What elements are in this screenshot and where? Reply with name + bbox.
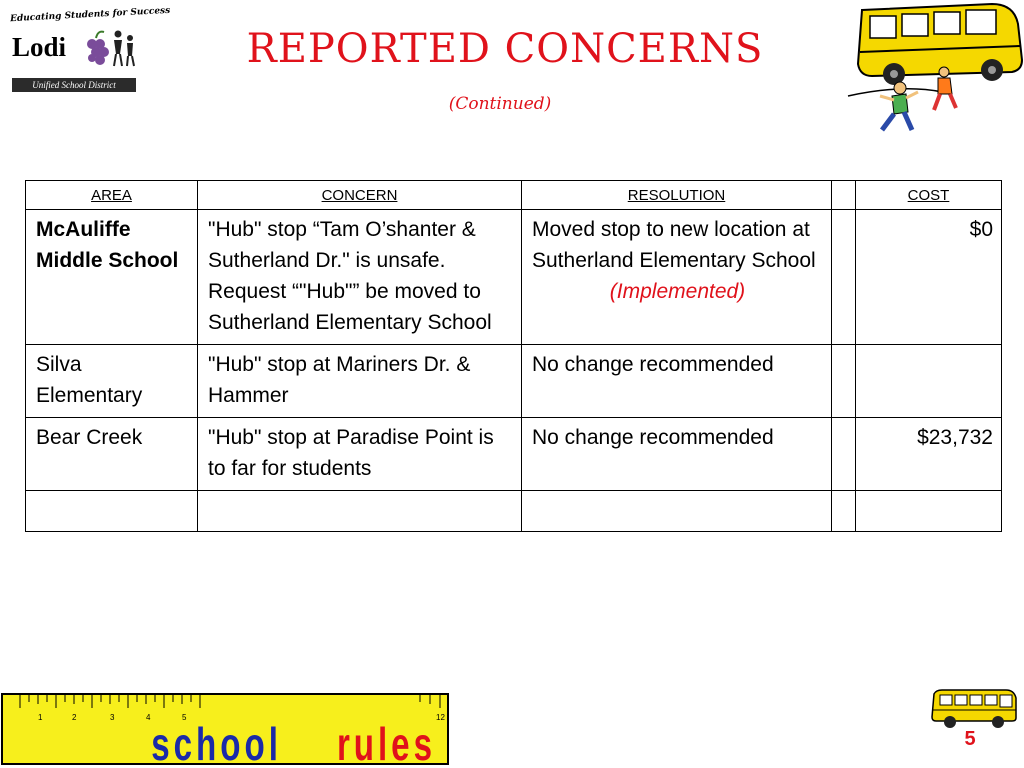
extra-cell [832, 210, 856, 345]
page-title: REPORTED CONCERNS [246, 26, 764, 72]
concern-cell: "Hub" stop at Mariners Dr. & Hammer [198, 345, 522, 418]
cost-cell [856, 491, 1002, 532]
banner-word-school: school [151, 719, 278, 768]
column-header-cost: COST [856, 181, 1002, 210]
concern-cell: "Hub" stop at Paradise Point is to far for students [198, 418, 522, 491]
extra-cell [832, 345, 856, 418]
table-row [26, 418, 1002, 491]
ruler-number: 5 [182, 713, 187, 722]
cost-cell: $0 [856, 210, 1002, 345]
grapes-people-icon [78, 22, 138, 78]
column-header-area: AREA [26, 181, 198, 210]
resolution-cell: No change recommended [522, 418, 832, 491]
concern-cell: "Hub" stop “Tam O’shanter & Sutherland Dr." is unsafe. Request “"Hub"” be moved to Sutherland Elementary School [198, 210, 522, 345]
logo-name: Lodi [12, 32, 67, 62]
column-header-concern: CONCERN [198, 181, 522, 210]
logo-tagline: Educating Students for Success [9, 5, 171, 25]
concern-cell [198, 491, 522, 532]
logo-district: Unified School District [12, 78, 136, 92]
table-row [26, 491, 1002, 532]
area-cell: Bear Creek [26, 418, 198, 491]
school-bus-kids-icon [842, 0, 1024, 140]
resolution-cell: No change recommended [522, 345, 832, 418]
area-cell: McAuliffe Middle School [26, 210, 198, 345]
resolution-status: (Implemented) [609, 280, 746, 303]
ruler-number: 3 [110, 713, 115, 722]
concerns-table [25, 180, 1002, 532]
page-subtitle: (Continued) [448, 94, 552, 114]
resolution-text: Moved stop to new location at Sutherland Elementary School [532, 218, 816, 272]
table-header-row [26, 181, 1002, 210]
extra-cell [832, 418, 856, 491]
small-bus-icon [930, 688, 1018, 730]
cost-cell [856, 345, 1002, 418]
ruler-number: 4 [146, 713, 151, 722]
school-rules-ruler-banner [0, 690, 452, 768]
resolution-cell [522, 210, 832, 345]
page-number: 5 [964, 728, 976, 750]
district-logo [8, 5, 171, 90]
table-row [26, 210, 1002, 345]
ruler-number: 2 [72, 713, 77, 722]
ruler-number: 12 [436, 713, 445, 722]
resolution-cell [522, 491, 832, 532]
column-header-resolution: RESOLUTION [522, 181, 832, 210]
area-cell [26, 491, 198, 532]
cost-cell: $23,732 [856, 418, 1002, 491]
banner-word-rules: rules [336, 719, 432, 768]
area-cell: Silva Elementary [26, 345, 198, 418]
ruler-number: 1 [38, 713, 43, 722]
extra-cell [832, 491, 856, 532]
column-header-blank [832, 181, 856, 210]
table-row [26, 345, 1002, 418]
